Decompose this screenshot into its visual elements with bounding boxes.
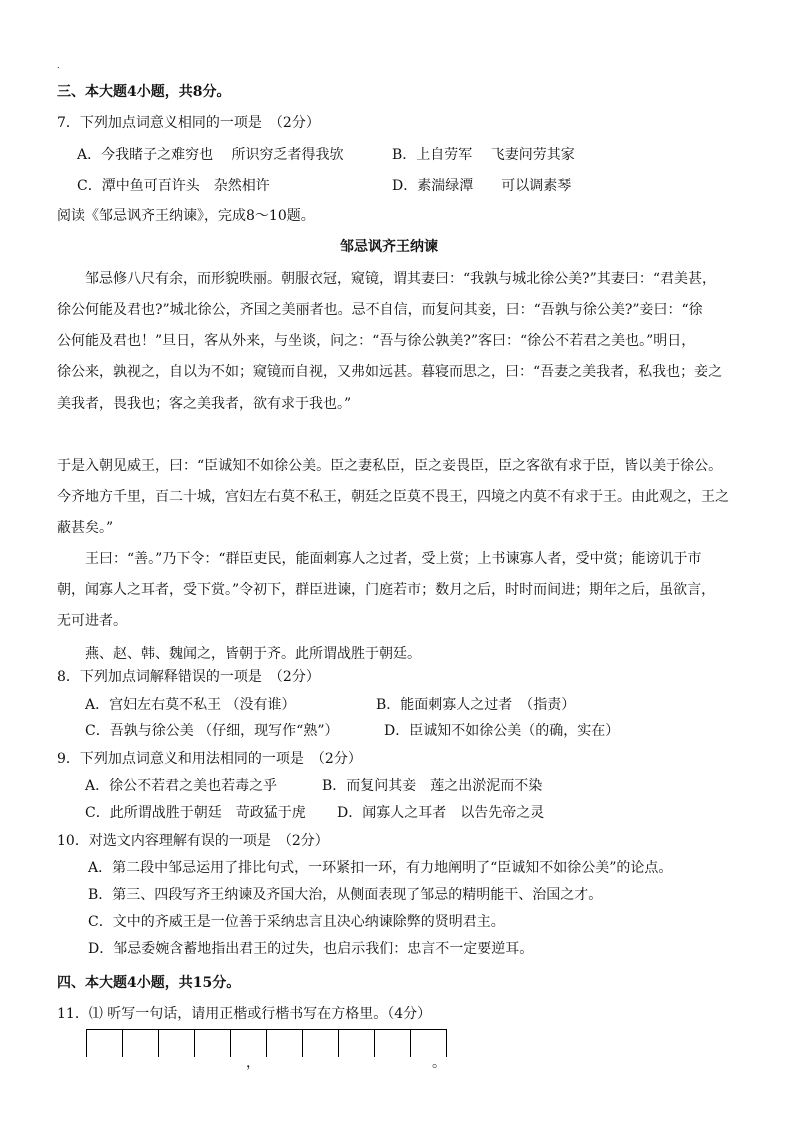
writing-grid-cell[interactable] [374, 1029, 411, 1057]
q8-option-a: A．宫妇左右莫不私王 （没有谁） [85, 697, 296, 713]
q7-option-c: C．潭中鱼可百许头 杂然相许 [77, 178, 270, 194]
q9-option-d: D．闻寡人之耳者 以告先帝之灵 [337, 805, 545, 821]
q9-option-a: A．徐公不若君之美也若毒之乎 [85, 778, 278, 794]
q9-stem: 9．下列加点词意义和用法相同的一项是 （2分） [57, 751, 362, 767]
reading-intro: 阅读《邹忌讽齐王纳谏》，完成8～10题。 [57, 208, 315, 224]
q10-option-c: C．文中的齐威王是一位善于采纳忠言且决心纳谏除弊的贤明君主。 [88, 914, 505, 930]
passage-p3-line: 王曰：“善。”乃下令：“群臣吏民，能面刺寡人之过者，受上赏；上书谏寡人者，受中赏；能谤讥于市 [85, 551, 702, 567]
writing-grid-cell[interactable] [230, 1029, 267, 1057]
q7-option-a: A．今我睹子之难穷也 所识穷乏者得我欤 [77, 147, 344, 163]
writing-grid-cell[interactable] [194, 1029, 231, 1057]
passage-p1-line: 徐公何能及君也?”城北徐公，齐国之美丽者也。忌不自信，而复问其妾，曰：“吾孰与徐公美?”妾曰：“徐 [57, 302, 703, 318]
grid-comma: ， [246, 1055, 260, 1071]
q8-option-c: C．吾孰与徐公美 （仔细，现写作“熟”） [85, 723, 339, 739]
writing-grid-cell[interactable] [86, 1029, 123, 1057]
q8-option-b: B．能面刺寡人之过者 （指责） [376, 697, 576, 713]
q10-stem: 10．对选文内容理解有误的一项是 （2分） [57, 833, 329, 849]
writing-grid[interactable] [87, 1029, 447, 1057]
writing-grid-cell[interactable] [266, 1029, 303, 1057]
q9-option-c: C．此所谓战胜于朝廷 苛政猛于虎 [85, 805, 306, 821]
passage-p1-line: 公何能及君也！”旦日，客从外来，与坐谈，问之：“吾与徐公孰美?”客曰：“徐公不若君之美也。”明日， [57, 333, 696, 349]
section3-heading: 三、本大题4小题，共8分。 [57, 84, 231, 100]
q10-option-b: B．第三、四段写齐王纳谏及齐国大治，从侧面表现了邹忌的精明能干、治国之才。 [88, 887, 603, 903]
q8-option-d: D．臣诚知不如徐公美（的确，实在） [384, 723, 620, 739]
writing-grid-cell[interactable] [158, 1029, 195, 1057]
writing-grid-cell[interactable] [338, 1029, 375, 1057]
section4-heading: 四、本大题4小题，共15分。 [57, 975, 241, 991]
q7-stem: 7．下列加点词意义相同的一项是 （2分） [57, 115, 320, 131]
q10-option-a: A．第二段中邹忌运用了排比句式，一环紧扣一环，有力地阐明了“臣诚知不如徐公美”的论点。 [88, 860, 673, 876]
q10-option-d: D．邹忌委婉含蓄地指出君王的过失，也启示我们：忠言不一定要逆耳。 [88, 941, 534, 957]
passage-title: 邹忌讽齐王纳谏 [340, 239, 438, 255]
passage-p2-line: 蔽甚矣。” [57, 520, 114, 536]
q9-option-b: B．而复问其妾 莲之出淤泥而不染 [322, 778, 543, 794]
writing-grid-cell[interactable] [122, 1029, 159, 1057]
passage-p2-line: 今齐地方千里，百二十城，宫妇左右莫不私王，朝廷之臣莫不畏王，四境之内莫不有求于王。由此观之，王之 [57, 489, 729, 505]
writing-grid-cell[interactable] [302, 1029, 339, 1057]
passage-p3-line: 无可进者。 [57, 613, 127, 629]
writing-grid-cell[interactable] [410, 1029, 447, 1057]
page-marker: . [57, 61, 60, 70]
q8-stem: 8．下列加点词解释错误的一项是 （2分） [57, 669, 320, 685]
passage-p2-line: 于是入朝见威王，曰：“臣诚知不如徐公美。臣之妻私臣，臣之妾畏臣，臣之客欲有求于臣，皆以美于徐公。 [57, 458, 723, 474]
passage-p1-line: 徐公来，孰视之，自以为不如；窥镜而自视，又弗如远甚。暮寝而思之，曰：“吾妻之美我者，私我也；妾之 [57, 364, 723, 380]
q7-option-b: B．上自劳军 飞妻问劳其家 [392, 147, 575, 163]
q11-stem: 11．⑴ 听写一句话，请用正楷或行楷书写在方格里。（4分） [57, 1006, 432, 1022]
passage-p3-line: 朝，闻寡人之耳者，受下赏。”令初下，群臣进谏，门庭若市；数月之后，时时而间进；期年之后，虽欲言， [57, 582, 716, 598]
q7-option-d: D．素湍绿潭 可以调素琴 [392, 178, 572, 194]
passage-p1-line: 邹忌修八尺有余，而形貌昳丽。朝服衣冠，窥镜，谓其妻曰：“我孰与城北徐公美?”其妻曰：“君美甚， [85, 271, 716, 287]
grid-period: 。 [432, 1055, 446, 1071]
passage-p1-line: 美我者，畏我也；客之美我者，欲有求于我也。” [57, 396, 352, 412]
passage-p4: 燕、赵、韩、魏闻之，皆朝于齐。此所谓战胜于朝廷。 [85, 646, 421, 662]
